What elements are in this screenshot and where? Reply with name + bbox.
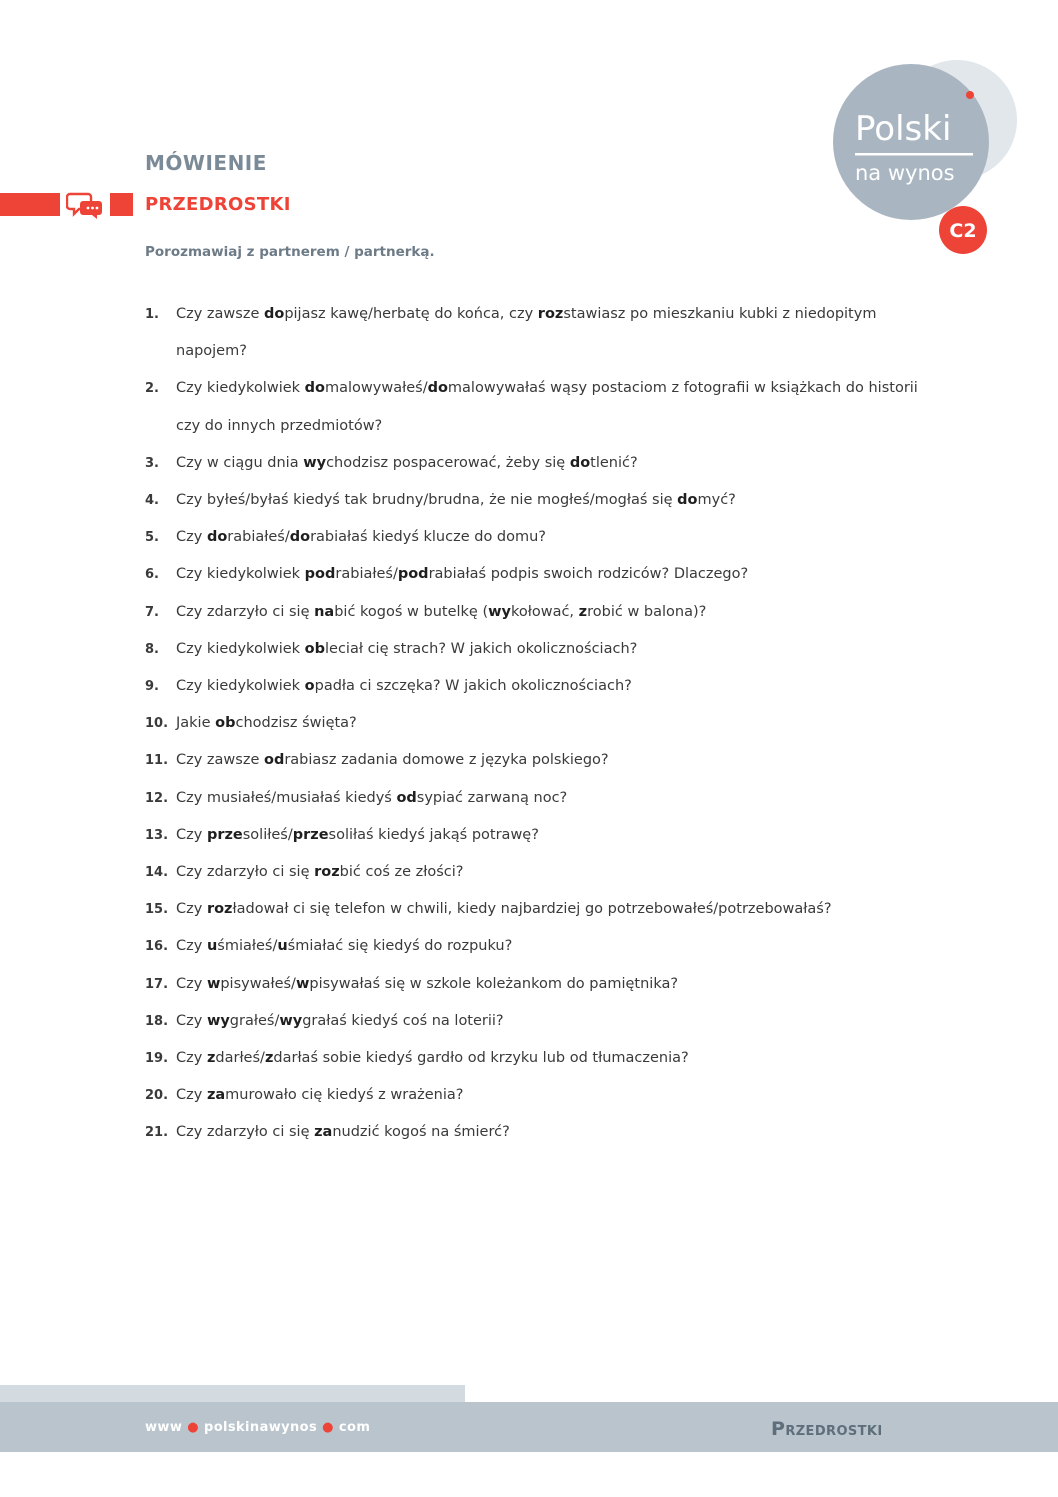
question-item [145,854,925,891]
question-number: 10. [145,716,169,732]
question-item [145,482,925,519]
question-number: 11. [145,753,169,769]
instruction: Porozmawiaj z partnerem / partnerką. [145,244,435,260]
section-title: MÓWIENIE [145,151,267,175]
question-item [145,445,925,482]
question-item [145,668,925,705]
question-number: 2. [145,381,159,397]
question-number: 1. [145,307,159,322]
question-number: 8. [145,641,159,657]
question-number: 17. [145,976,169,992]
logo-word-polski: Polski [855,109,952,149]
question-text: Czy w ciągu dnia wychodzisz pospacerować, żeby się dotlenić? [176,454,638,471]
question-item [145,1003,925,1040]
accent-bar-left [0,193,60,216]
question-text: Czy kiedykolwiek podrabiałeś/podrabiałaś podpis swoich rodziców? Dlaczego? [176,566,749,583]
question-text: Czy zamurowało cię kiedyś z wrażenia? [176,1087,464,1104]
footer-stripe [0,1385,465,1402]
question-text: Czy wpisywałeś/wpisywałaś się w szkole koleżankom do pamiętnika? [176,975,679,992]
question-text: Czy kiedykolwiek obleciał cię strach? W jakich okolicznościach? [176,640,638,657]
question-number: 9. [145,679,159,695]
question-text: Czy wygrałeś/wygrałaś kiedyś coś na loterii? [176,1012,504,1029]
question-text: Jakie obchodzisz święta? [176,715,357,732]
footer-url-domain: polskinawynos [203,1420,318,1435]
level-badge: C2 [949,220,977,242]
polski-na-wynos-logo [833,60,1019,260]
question-text: Czy przesoliłeś/przesoliłaś kiedyś jakąś potrawę? [176,826,539,843]
footer-title: Przedrostki [771,1418,883,1440]
question-list [145,296,925,1152]
question-item [145,1040,925,1077]
question-text: Czy zawsze odrabiasz zadania domowe z języka polskiego? [176,752,609,769]
question-item [145,1077,925,1114]
footer-url-tld: com [338,1420,371,1435]
logo-word-na-wynos: na wynos [855,161,955,185]
accent-square [110,193,133,216]
question-item [145,519,925,556]
question-item [145,780,925,817]
question-number: 3. [145,455,159,471]
question-item [145,296,925,370]
question-number: 13. [145,827,169,843]
question-item [145,966,925,1003]
question-item [145,891,925,928]
question-text: Czy uśmiałeś/uśmiałać się kiedyś do rozpuku? [176,938,513,955]
question-number: 19. [145,1051,169,1067]
question-item [145,705,925,742]
question-text: Czy byłeś/byłaś kiedyś tak brudny/brudna, że nie mogłeś/mogłaś się domyć? [176,492,736,509]
question-number: 15. [145,902,169,918]
question-item [145,556,925,593]
question-number: 14. [145,865,169,881]
footer-url-www: www [145,1420,183,1435]
question-item [145,631,925,668]
question-item [145,370,925,444]
question-number: 20. [145,1088,169,1104]
dot-separator: ● [322,1420,334,1435]
footer-url[interactable] [145,1420,370,1435]
question-text: Czy zdarłeś/zdarłaś sobie kiedyś gardło od krzyku lub od tłumaczenia? [176,1050,689,1067]
question-text: Czy musiałeś/musiałaś kiedyś odsypiać zarwaną noc? [176,789,568,806]
question-number: 21. [145,1125,169,1141]
speech-bubbles-icon [66,190,104,220]
question-number: 18. [145,1013,169,1029]
question-number: 7. [145,604,159,620]
question-number: 16. [145,939,169,955]
question-text: Czy zdarzyło ci się nabić kogoś w butelkę (wykołować, zrobić w balona)? [176,603,707,620]
question-number: 6. [145,567,159,583]
question-text: Czy zawsze dopijasz kawę/herbatę do końca, czy rozstawiasz po mieszkaniu kubki z niedopitym napojem? [176,306,877,360]
question-text: Czy zdarzyło ci się rozbić coś ze złości? [176,864,464,881]
question-number: 12. [145,790,169,806]
topic-title: PRZEDROSTKI [145,194,291,215]
question-text: Czy kiedykolwiek opadła ci szczęka? W jakich okolicznościach? [176,678,632,695]
question-number: 5. [145,530,159,546]
question-item [145,1114,925,1151]
question-text: Czy rozładował ci się telefon w chwili, kiedy najbardziej go potrzebowałeś/potrzebowałaś? [176,901,832,918]
question-item [145,928,925,965]
question-item [145,742,925,779]
question-text: Czy dorabiałeś/dorabiałaś kiedyś klucze do domu? [176,529,547,546]
question-text: Czy kiedykolwiek domalowywałeś/domalowywałaś wąsy postaciom z fotografii w książkach do historii czy do innych przedmiotów? [176,380,918,434]
question-text: Czy zdarzyło ci się zanudzić kogoś na śmierć? [176,1124,510,1141]
question-number: 4. [145,493,159,509]
question-item [145,594,925,631]
question-item [145,817,925,854]
dot-separator: ● [187,1420,199,1435]
